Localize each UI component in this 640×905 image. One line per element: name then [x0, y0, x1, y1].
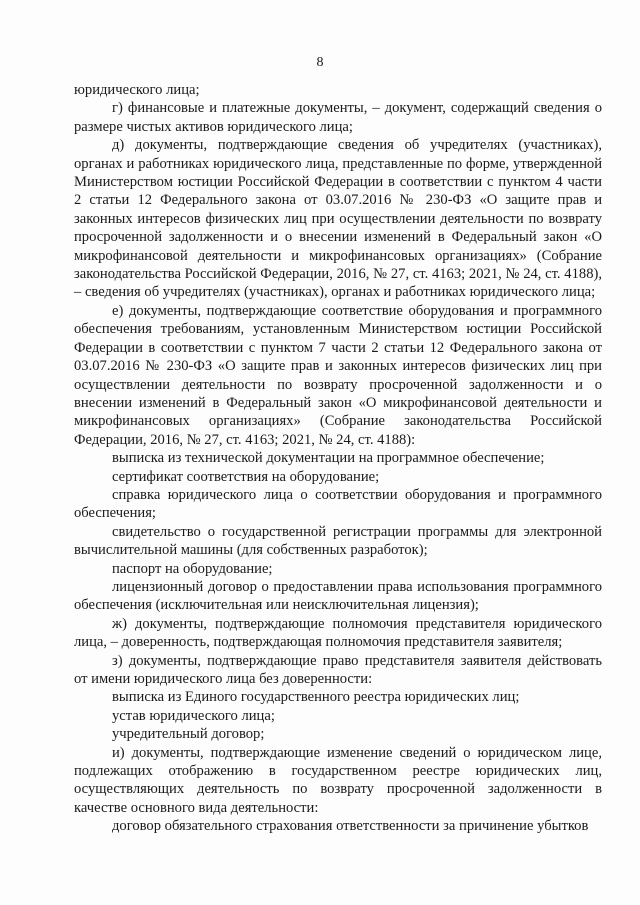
paragraph: д) документы, подтверждающие сведения об учредителях (участниках), органах и работниках юридического лица, представленные по форме, утвержденной Министерством юстиции Российской Федерации в соответствии с пунктом 4 части 2 статьи 12 Федерального закона от 03.07.2016 № 230-ФЗ «О защите прав и законных интересов физических лиц при осуществлении деятельности по возврату просроченной задолженности и о внесении изменений в Федеральный закон «О микрофинансовой деятельности и микрофинансовых организациях» (Собрание законодательства Российской Федерации, 2016, № 27, ст. 4163; 2021, № 24, ст. 4188), – сведения об учредителях (участниках), органах и работниках юридического лица;: [74, 137, 602, 301]
paragraph: договор обязательного страхования ответственности за причинение убытков: [112, 818, 589, 835]
paragraph: паспорт на оборудование;: [112, 560, 273, 577]
paragraph: устав юридического лица;: [112, 707, 275, 724]
document-body: [74, 81, 602, 836]
paragraph: выписка из технической документации на программное обеспечение;: [112, 450, 545, 467]
paragraph: ж) документы, подтверждающие полномочия представителя юридического лица, – доверенность, подтверждающая полномочия представителя заявителя;: [74, 615, 602, 651]
paragraph: свидетельство о государственной регистрации программы для электронной вычислительной машины (для собственных разработок);: [74, 523, 602, 559]
paragraph: выписка из Единого государственного реестра юридических лиц;: [112, 689, 520, 706]
paragraph: юридического лица;: [74, 82, 200, 98]
paragraph: з) документы, подтверждающие право представителя заявителя действовать от имени юридического лица без доверенности:: [74, 652, 602, 687]
paragraph: справка юридического лица о соответствии оборудования и программного обеспечения;: [74, 486, 602, 522]
paragraph: г) финансовые и платежные документы, – документ, содержащий сведения о размере чистых активов юридического лица;: [74, 100, 602, 135]
paragraph: лицензионный договор о предоставлении права использования программного обеспечения (исключительная или неисключительная лицензия);: [74, 578, 602, 614]
page-number: 8: [316, 55, 324, 70]
paragraph: е) документы, подтверждающие соответствие оборудования и программного обеспечения требованиям, установленным Министерством юстиции Российской Федерации в соответствии с пунктом 7 части 2 статьи 12 Федерального закона от 03.07.2016 № 230-ФЗ «О защите прав и законных интересов физических лиц при осуществлении деятельности по возврату просроченной задолженности и о внесении изменений в Федеральный закон «О микрофинансовой деятельности и микрофинансовых организациях» (Собрание законодательства Российской Федерации, 2016, № 27, ст. 4163; 2021, № 24, ст. 4188):: [74, 302, 602, 448]
paragraph: сертификат соответствия на оборудование;: [112, 468, 380, 485]
paragraph: учредительный договор;: [112, 726, 265, 743]
paragraph: и) документы, подтверждающие изменение сведений о юридическом лице, подлежащих отображению в государственном реестре юридических лиц, осуществляющих деятельность по возврату просроченной задолженности в качестве основного вида деятельности:: [74, 744, 602, 816]
